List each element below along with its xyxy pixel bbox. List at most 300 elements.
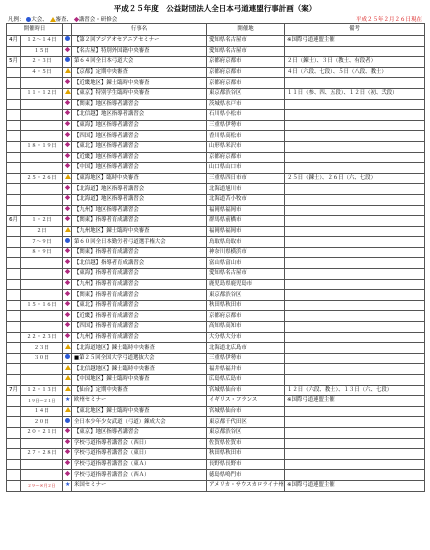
row-event-name: 欧州セミナー <box>72 396 207 407</box>
row-dates: ２３日 <box>21 343 63 354</box>
triangle-icon <box>65 407 71 412</box>
row-event-name: 米国セミナー <box>72 480 207 491</box>
row-dates: ４・５日 <box>21 67 63 78</box>
row-notes <box>285 269 425 280</box>
row-mark <box>63 141 72 152</box>
diamond-icon <box>65 259 70 264</box>
row-month <box>7 67 21 78</box>
row-notes <box>285 216 425 227</box>
triangle-icon <box>65 68 71 73</box>
row-event-name: 【北海道】地区指導者講習会 <box>72 194 207 205</box>
diamond-icon <box>65 163 70 168</box>
row-event-name: 【九州地区】錬士臨時中央審査 <box>72 226 207 237</box>
row-dates: １２～１４日 <box>21 36 63 47</box>
table-row <box>7 67 425 78</box>
row-mark <box>63 110 72 121</box>
triangle-icon <box>65 174 71 179</box>
row-month <box>7 205 21 216</box>
row-notes <box>285 459 425 470</box>
row-venue: 北海道北広島市 <box>207 343 285 354</box>
row-month <box>7 449 21 460</box>
row-dates: ２５・２６日 <box>21 173 63 184</box>
diamond-icon <box>65 79 70 84</box>
diamond-icon <box>65 121 70 126</box>
row-dates <box>21 279 63 290</box>
row-venue: 鳥取県鳥取市 <box>207 237 285 248</box>
table-row <box>7 322 425 333</box>
row-month: 4月 <box>7 36 21 47</box>
row-venue: 佐賀県佐賀市 <box>207 438 285 449</box>
row-notes <box>285 406 425 417</box>
circle-icon <box>65 36 70 41</box>
row-dates <box>21 375 63 386</box>
row-dates: ８・９日 <box>21 247 63 258</box>
row-venue: 東京都渋谷区 <box>207 290 285 301</box>
row-notes: ※国際弓道連盟主催 <box>285 480 425 491</box>
row-notes: ２５日（錬士）、２６日（六、七段） <box>285 173 425 184</box>
row-venue: 香川県高松市 <box>207 131 285 142</box>
diamond-icon <box>65 47 70 52</box>
diamond-icon <box>65 470 70 475</box>
table-header-row <box>7 24 425 36</box>
row-dates: ２０日 <box>21 417 63 428</box>
table-row <box>7 216 425 227</box>
row-month: 5月 <box>7 57 21 68</box>
row-dates <box>21 322 63 333</box>
row-month: 7月 <box>7 385 21 396</box>
row-venue: イギリス・フランス <box>207 396 285 407</box>
table-row <box>7 57 425 68</box>
row-month <box>7 290 21 301</box>
row-notes <box>285 364 425 375</box>
diamond-icon <box>65 290 70 295</box>
table-row <box>7 279 425 290</box>
diamond-icon <box>65 322 70 327</box>
row-month <box>7 99 21 110</box>
row-month <box>7 110 21 121</box>
legend <box>8 15 117 23</box>
row-mark <box>63 417 72 428</box>
table-row <box>7 343 425 354</box>
table-row <box>7 459 425 470</box>
table-row <box>7 396 425 407</box>
row-dates <box>21 131 63 142</box>
row-event-name: 【東海】地区指導者講習会 <box>72 120 207 131</box>
row-month <box>7 247 21 258</box>
row-event-name: 【北海道】地区指導者講習会 <box>72 184 207 195</box>
row-mark <box>63 332 72 343</box>
table-row <box>7 375 425 386</box>
row-notes <box>285 449 425 460</box>
row-venue: 徳島県鳴門市 <box>207 470 285 481</box>
table-row <box>7 332 425 343</box>
row-dates <box>21 258 63 269</box>
row-dates: １５・１６日 <box>21 300 63 311</box>
row-venue: 京都府京都市 <box>207 57 285 68</box>
row-event-name: 【東北】地区指導者講習会 <box>72 141 207 152</box>
legend-label-koshukai: 講習会・研修会 <box>78 17 118 23</box>
row-mark <box>63 247 72 258</box>
row-event-name: 学校弓道指導者講習会（東日） <box>72 449 207 460</box>
column-header-notes: 備考 <box>285 24 425 36</box>
row-month <box>7 120 21 131</box>
row-event-name: 【九州】指導者育成講習会 <box>72 332 207 343</box>
diamond-icon <box>65 100 70 105</box>
row-mark <box>63 163 72 174</box>
row-event-name: 【四国】地区指導者講習会 <box>72 131 207 142</box>
row-notes <box>285 184 425 195</box>
table-row <box>7 99 425 110</box>
legend-label-shinsa: 審査、 <box>55 17 73 23</box>
row-event-name: 【関東】地区指導者講習会 <box>72 99 207 110</box>
diamond-icon <box>65 206 70 211</box>
table-row <box>7 290 425 301</box>
row-notes <box>285 311 425 322</box>
row-venue: 三重県四日市市 <box>207 173 285 184</box>
row-venue: 福岡県福岡市 <box>207 205 285 216</box>
row-venue: 東京都渋谷区 <box>207 427 285 438</box>
row-mark <box>63 184 72 195</box>
row-month <box>7 141 21 152</box>
row-venue: アメリカ・サウスカロライナ州 <box>207 480 285 491</box>
row-notes: ４日（六段、七段）、５日（八段、教士） <box>285 67 425 78</box>
row-month <box>7 300 21 311</box>
table-row <box>7 194 425 205</box>
row-mark <box>63 449 72 460</box>
row-mark <box>63 427 72 438</box>
row-notes: １１日（参、四、五段）、１２日（初、弐段） <box>285 88 425 99</box>
row-mark <box>63 131 72 142</box>
row-venue: 北海道苫小牧市 <box>207 194 285 205</box>
row-event-name: 学校弓道指導者講習会（東Ａ） <box>72 459 207 470</box>
diamond-icon <box>65 333 70 338</box>
row-dates <box>21 194 63 205</box>
row-month <box>7 406 21 417</box>
document-title: 平成２５年度 公益財団法人全日本弓道連盟行事計画（案） <box>113 4 317 13</box>
row-venue: 東京都渋谷区 <box>207 88 285 99</box>
row-dates: １４日 <box>21 406 63 417</box>
row-month <box>7 332 21 343</box>
row-dates <box>21 205 63 216</box>
diamond-icon <box>65 142 70 147</box>
star-icon: ★ <box>65 481 71 489</box>
row-mark <box>63 406 72 417</box>
triangle-icon <box>65 89 71 94</box>
row-mark <box>63 438 72 449</box>
table-row <box>7 88 425 99</box>
row-month <box>7 375 21 386</box>
row-venue: 京都府京都市 <box>207 78 285 89</box>
row-mark <box>63 120 72 131</box>
row-notes <box>285 375 425 386</box>
diamond-icon <box>65 439 70 444</box>
row-dates <box>21 78 63 89</box>
row-dates <box>21 110 63 121</box>
row-event-name: 【仙台】定期中央審査 <box>72 385 207 396</box>
row-notes <box>285 120 425 131</box>
row-mark <box>63 78 72 89</box>
diamond-icon <box>65 312 70 317</box>
row-mark <box>63 322 72 333</box>
row-mark <box>63 385 72 396</box>
table-row <box>7 427 425 438</box>
row-notes <box>285 141 425 152</box>
circle-icon <box>65 418 70 423</box>
row-mark <box>63 216 72 227</box>
row-event-name: 【東海】指導者育成講習会 <box>72 269 207 280</box>
row-notes: ※国際弓道連盟主催 <box>285 396 425 407</box>
row-mark <box>63 343 72 354</box>
row-month <box>7 269 21 280</box>
table-row <box>7 417 425 428</box>
row-month <box>7 226 21 237</box>
row-month <box>7 396 21 407</box>
row-month <box>7 152 21 163</box>
row-mark <box>63 194 72 205</box>
row-mark <box>63 269 72 280</box>
table-row <box>7 470 425 481</box>
row-event-name: 【関東】指導者育成講習会 <box>72 216 207 227</box>
row-dates: １９日～２１日 <box>21 396 63 407</box>
row-notes <box>285 258 425 269</box>
row-mark <box>63 290 72 301</box>
row-venue: 宮城県仙台市 <box>207 406 285 417</box>
row-month <box>7 46 21 57</box>
row-event-name: 【九州】地区指導者講習会 <box>72 205 207 216</box>
table-row <box>7 173 425 184</box>
row-event-name: 学校弓道指導者講習会（西日） <box>72 438 207 449</box>
row-mark <box>63 152 72 163</box>
table-row <box>7 258 425 269</box>
row-venue: 京都府京都市 <box>207 152 285 163</box>
row-mark <box>63 353 72 364</box>
row-month <box>7 343 21 354</box>
row-venue: 愛知県名古屋市 <box>207 46 285 57</box>
row-event-name: 【第２回アジアオセアニアセミナー <box>72 36 207 47</box>
row-notes <box>285 290 425 301</box>
row-venue: 山口県山口市 <box>207 163 285 174</box>
table-row <box>7 269 425 280</box>
legend-prefix: 凡例： <box>8 17 25 23</box>
table-row <box>7 237 425 248</box>
row-notes <box>285 353 425 364</box>
table-row <box>7 110 425 121</box>
column-header-mark <box>63 24 72 36</box>
row-dates: ２・３日 <box>21 57 63 68</box>
table-row <box>7 406 425 417</box>
row-mark <box>63 470 72 481</box>
row-notes <box>285 194 425 205</box>
row-event-name: 第６０回全日本勤労者弓道選手権大会 <box>72 237 207 248</box>
row-month <box>7 470 21 481</box>
circle-icon <box>65 238 70 243</box>
row-event-name: 【関東】指導者育成講習会 <box>72 290 207 301</box>
row-mark <box>63 279 72 290</box>
table-row <box>7 36 425 47</box>
row-month <box>7 364 21 375</box>
row-venue: 愛知県名古屋市 <box>207 36 285 47</box>
table-row <box>7 300 425 311</box>
row-mark <box>63 480 72 491</box>
row-mark <box>63 99 72 110</box>
row-event-name: 【東海地区】臨時中央審査 <box>72 173 207 184</box>
row-mark <box>63 237 72 248</box>
column-header-venue: 開催地 <box>207 24 285 36</box>
row-venue: 東京都千代田区 <box>207 417 285 428</box>
row-notes <box>285 300 425 311</box>
row-dates: ７～９日 <box>21 237 63 248</box>
row-dates <box>21 459 63 470</box>
row-mark <box>63 258 72 269</box>
table-row <box>7 480 425 491</box>
diamond-icon <box>65 195 70 200</box>
row-dates <box>21 152 63 163</box>
row-month <box>7 237 21 248</box>
diamond-icon <box>65 449 70 454</box>
row-venue: 富山県富山市 <box>207 258 285 269</box>
row-dates <box>21 290 63 301</box>
table-row <box>7 184 425 195</box>
row-mark <box>63 36 72 47</box>
row-notes <box>285 205 425 216</box>
row-month <box>7 353 21 364</box>
triangle-icon <box>65 375 71 380</box>
row-month <box>7 322 21 333</box>
row-notes <box>285 131 425 142</box>
row-event-name: 【東京】特別学生臨時中央審査 <box>72 88 207 99</box>
row-venue: 大分県大分市 <box>207 332 285 343</box>
row-dates <box>21 311 63 322</box>
row-venue: 高知県高知市 <box>207 322 285 333</box>
row-event-name: 【東北地区】錬士臨時中央審査 <box>72 406 207 417</box>
table-row <box>7 120 425 131</box>
row-event-name: 【近畿地区】錬士臨時中央審査 <box>72 78 207 89</box>
table-row <box>7 163 425 174</box>
row-dates: ２０・２１日 <box>21 427 63 438</box>
row-dates: ３０日 <box>21 353 63 364</box>
diamond-icon <box>65 280 70 285</box>
legend-label-taikai: 大会、 <box>31 17 48 23</box>
row-venue: 愛知県名古屋市 <box>207 269 285 280</box>
row-dates <box>21 163 63 174</box>
triangle-icon <box>65 365 71 370</box>
row-dates: １１・１２日 <box>21 88 63 99</box>
row-month <box>7 131 21 142</box>
row-dates: １５日 <box>21 46 63 57</box>
row-month <box>7 163 21 174</box>
row-dates <box>21 470 63 481</box>
table-row <box>7 131 425 142</box>
row-mark <box>63 173 72 184</box>
row-venue: 北海道旭川市 <box>207 184 285 195</box>
row-mark <box>63 46 72 57</box>
circle-icon <box>65 354 70 359</box>
row-month <box>7 279 21 290</box>
schedule-table <box>6 23 425 492</box>
table-row <box>7 152 425 163</box>
row-notes <box>285 78 425 89</box>
as-of-date: 平成２５年２月２６日現在 <box>355 17 422 23</box>
row-dates: ２日 <box>21 226 63 237</box>
triangle-icon <box>65 344 71 349</box>
row-dates: １８・１９日 <box>21 141 63 152</box>
row-event-name: 【近畿】地区指導者講習会 <box>72 152 207 163</box>
row-month <box>7 417 21 428</box>
row-mark <box>63 311 72 322</box>
row-dates <box>21 184 63 195</box>
row-notes <box>285 99 425 110</box>
row-month <box>7 173 21 184</box>
triangle-icon <box>65 227 71 232</box>
row-dates: ２９～８月２日 <box>21 480 63 491</box>
row-month <box>7 184 21 195</box>
row-notes <box>285 438 425 449</box>
row-event-name: 【東北】指導者育成講習会 <box>72 300 207 311</box>
row-notes <box>285 343 425 354</box>
row-venue: 福井県福井市 <box>207 364 285 375</box>
row-month <box>7 459 21 470</box>
row-month <box>7 258 21 269</box>
table-row <box>7 438 425 449</box>
row-venue: 宮城県仙台市 <box>207 385 285 396</box>
row-mark <box>63 396 72 407</box>
row-month: 6月 <box>7 216 21 227</box>
row-venue: 茨城県水戸市 <box>207 99 285 110</box>
row-dates <box>21 99 63 110</box>
row-notes <box>285 417 425 428</box>
table-row <box>7 205 425 216</box>
row-notes <box>285 332 425 343</box>
row-month <box>7 438 21 449</box>
table-row <box>7 353 425 364</box>
row-mark <box>63 375 72 386</box>
triangle-icon <box>65 386 71 391</box>
column-header-dates: 開催時日 <box>7 24 63 36</box>
table-row <box>7 449 425 460</box>
table-row <box>7 78 425 89</box>
schedule-body <box>7 36 425 492</box>
row-notes: ２日（錬士）、３日（教士、有段者） <box>285 57 425 68</box>
diamond-icon <box>65 153 70 158</box>
row-mark <box>63 57 72 68</box>
row-event-name: 【四国】指導者育成講習会 <box>72 322 207 333</box>
row-venue: 広島県広島市 <box>207 375 285 386</box>
row-mark <box>63 205 72 216</box>
row-mark <box>63 226 72 237</box>
column-header-event: 行事名 <box>72 24 207 36</box>
row-dates: １・２日 <box>21 216 63 227</box>
row-venue: 福岡県福岡市 <box>207 226 285 237</box>
row-notes <box>285 237 425 248</box>
row-event-name: 学校弓道指導者講習会（西Ａ） <box>72 470 207 481</box>
diamond-icon <box>65 184 70 189</box>
row-event-name: 第６４回全日本弓道大会 <box>72 57 207 68</box>
row-notes <box>285 226 425 237</box>
row-notes <box>285 152 425 163</box>
diamond-icon <box>65 110 70 115</box>
row-mark <box>63 300 72 311</box>
row-dates <box>21 120 63 131</box>
row-event-name: 全日本少年少女武道（弓道）錬成大会 <box>72 417 207 428</box>
row-notes <box>285 247 425 258</box>
row-venue: 鹿児島県鹿児島市 <box>207 279 285 290</box>
row-venue: 山形県米沢市 <box>207 141 285 152</box>
row-mark <box>63 67 72 78</box>
row-month <box>7 78 21 89</box>
row-venue: 長野県長野市 <box>207 459 285 470</box>
row-event-name: 【九州】指導者育成講習会 <box>72 279 207 290</box>
row-venue: 石川県小松市 <box>207 110 285 121</box>
